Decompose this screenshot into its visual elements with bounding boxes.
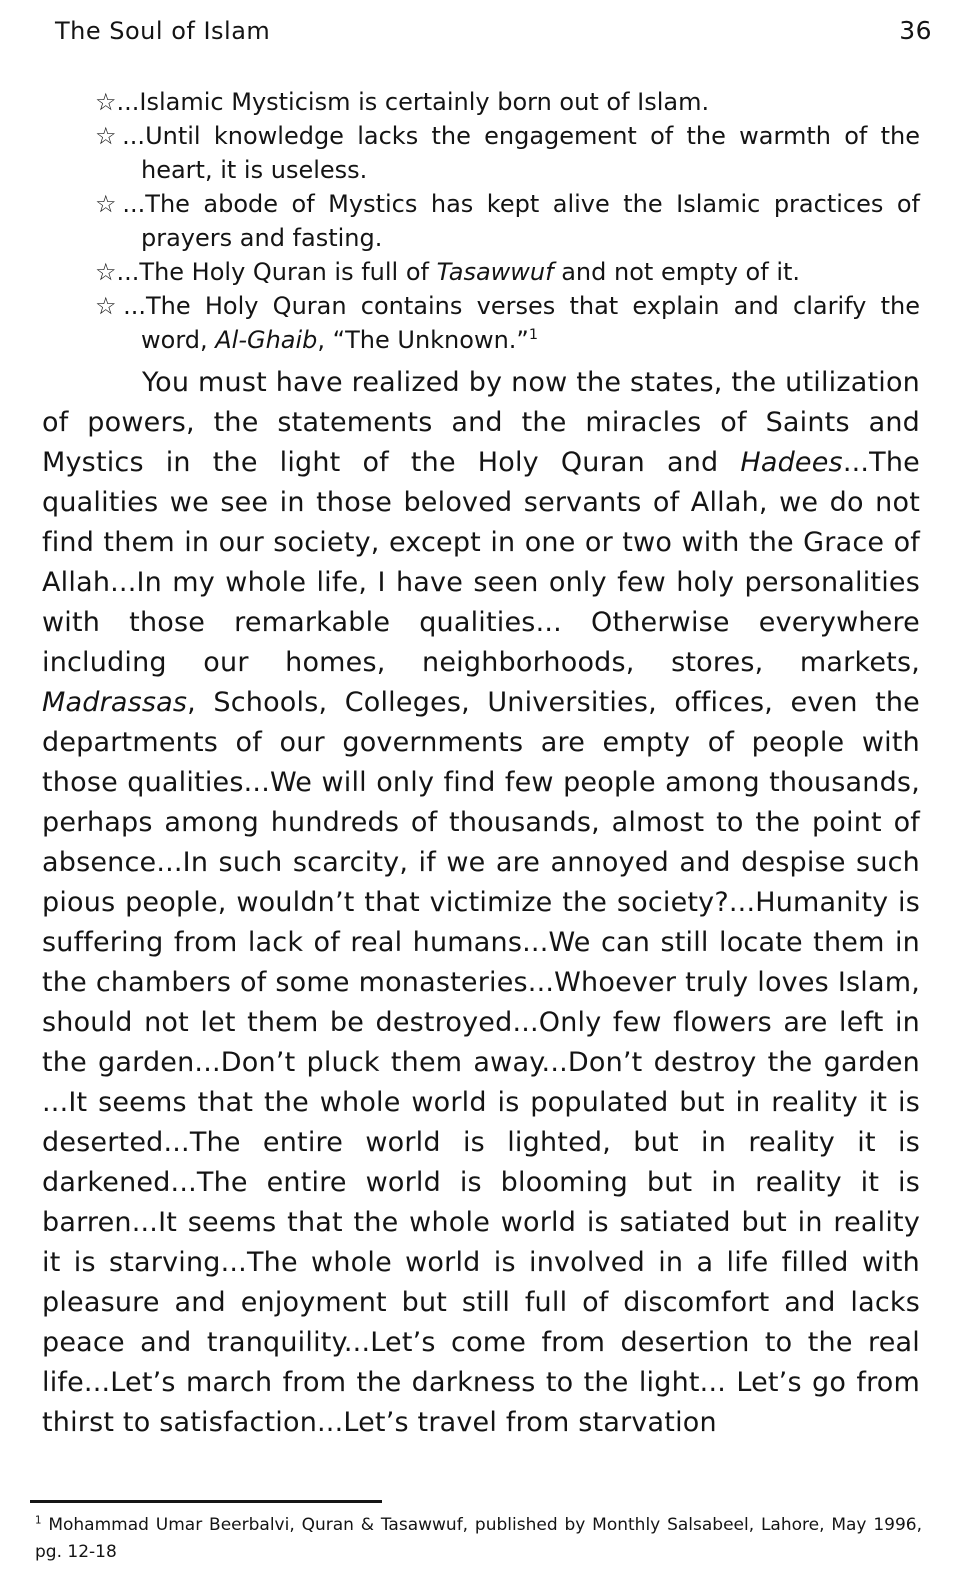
paragraph-text: ...The qualities we see in those beloved servants of Allah, we do not find them in our society, except in one or two with the Grace of Allah...In my whole life, I have seen only few holy personalities with those remarkable qualities... Otherwise everywhere including our homes, neighborhoods, stores, markets, (42, 447, 920, 678)
bullet-item (95, 289, 920, 357)
bullet-item (95, 187, 920, 255)
footnote-divider (30, 1500, 382, 1503)
bullet-item (95, 85, 920, 119)
bullet-text: Until knowledge lacks the engagement of the warmth of the heart, it is useless. (141, 122, 921, 184)
footnote-block (0, 1500, 960, 1566)
footnote-marker: 1 (35, 1515, 42, 1527)
bullet-text: The abode of Mystics has kept alive the Islamic practices of prayers and fasting. (141, 190, 921, 252)
paragraph-italic-term: Madrassas (42, 687, 188, 718)
bullet-text: The Holy Quran is full of (139, 258, 437, 286)
book-title: The Soul of Islam (55, 17, 271, 45)
star-bullet-icon: ☆... (95, 292, 146, 320)
footnote-reference: 1 (528, 327, 539, 343)
footnote (35, 1512, 922, 1566)
bullet-item (95, 255, 920, 289)
bullet-italic-term: Al-Ghaib (215, 326, 318, 354)
bullet-text: , “The Unknown.” (317, 326, 529, 354)
page-number: 36 (899, 16, 932, 45)
bullet-text: and not empty of it. (553, 258, 801, 286)
footnote-text: Mohammad Umar Beerbalvi, Quran & Tasawwuf, published by Monthly Salsabeel, Lahore, May 1996, pg. 12-18 (35, 1515, 923, 1562)
body-paragraph (42, 363, 920, 1443)
bullet-list (95, 85, 920, 357)
bullet-text: Islamic Mysticism is certainly born out of Islam. (139, 88, 710, 116)
star-bullet-icon: ☆... (95, 122, 146, 150)
star-bullet-icon: ☆... (95, 88, 140, 116)
paragraph-italic-term: Hadees (740, 447, 843, 478)
paragraph-text: You must have realized by now the states, the utilization of powers, the statements and the miracles of Saints and Mystics in the light of the Holy Quran and (42, 367, 920, 478)
bullet-text: The Holy Quran contains verses that explain and clarify the word, (141, 292, 920, 354)
paragraph-text: , Schools, Colleges, Universities, offices, even the departments of our governments are empty of people with those qualities...We will only find few people among thousands, perhaps among hundreds of thousands, almost to the point of absence...In such scarcity, if we are annoyed and despise such pious people, wouldn’t that victimize the society?...Humanity is suffering from lack of real humans...We can still locate them in the chambers of some monasteries...Whoever truly loves Islam, should not let them be destroyed...Only few flowers are left in the garden...Don’t pluck them away...Don’t destroy the garden ...It seems that the whole world is populated but in reality it is deserted...The entire world is lighted, but in reality it is darkened...The entire world is blooming but in reality it is barren...It seems that the whole world is satiated but in reality it is starving...The whole world is involved in a life filled with pleasure and enjoyment but still full of discomfort and lacks peace and tranquility...Let’s come from desertion to the real life...Let’s march from the darkness to the light... Let’s go from thirst to satisfaction...Let’s travel from starvation (42, 687, 920, 1438)
star-bullet-icon: ☆... (95, 190, 146, 218)
page-header (0, 0, 960, 45)
bullet-italic-term: Tasawwuf (436, 258, 554, 286)
bullet-item (95, 119, 920, 187)
star-bullet-icon: ☆... (95, 258, 140, 286)
